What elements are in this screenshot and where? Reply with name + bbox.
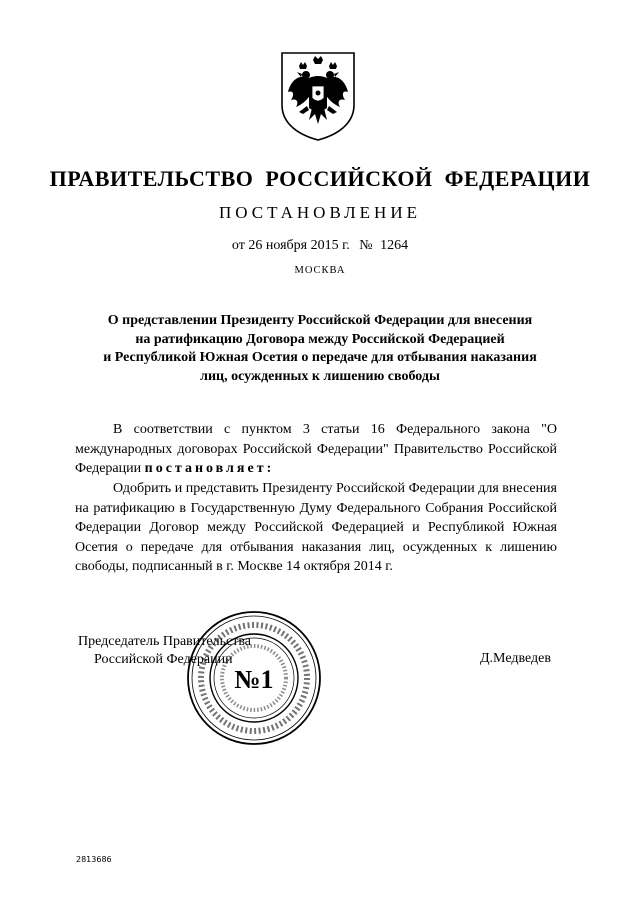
document-subject	[70, 312, 570, 386]
city: МОСКВА	[294, 265, 346, 276]
preamble-text: В соответствии с пунктом 3 статьи 16 Федерального закона "О международных договорах Российской Федерации" Правительство Российской Федерации	[75, 422, 557, 476]
signatory-name: Д.Медведев	[480, 651, 551, 666]
paragraph-preamble	[75, 420, 557, 479]
document-number: 1264	[380, 238, 409, 253]
official-seal-icon	[184, 608, 324, 748]
position-line: Председатель Правительства	[78, 634, 251, 649]
date-number-line	[0, 238, 640, 254]
number-label: №	[359, 238, 373, 253]
document-date: от 26 ноября 2015 г.	[231, 238, 350, 253]
document-type: ПОСТАНОВЛЕНИЕ	[218, 203, 421, 222]
subject-line: О представлении Президенту Российской Федерации для внесения	[107, 313, 533, 328]
paragraph-resolution: Одобрить и представить Президенту Российской Федерации для внесения на ратификацию в Государственную Думу Федерального Собрания Российской Федерации Договор между Российской Федерацией и Республикой Южная Осетия о передаче для отбывания наказания лиц, осужденных к лишению свободы, подписанный в г. Москве 14 октября 2014 г.	[75, 481, 557, 574]
resolves-keyword: постановляет:	[144, 461, 275, 476]
document-code: 2813686	[76, 855, 112, 864]
government-title: ПРАВИТЕЛЬСТВО РОССИЙСКОЙ ФЕДЕРАЦИИ	[49, 166, 591, 191]
subject-line: и Республикой Южная Осетия о передаче для отбывания наказания	[103, 350, 537, 365]
coat-of-arms-emblem-icon	[279, 50, 357, 142]
seal-number: №1	[234, 665, 274, 694]
subject-line: на ратификацию Договора между Российской Федерацией	[135, 331, 505, 347]
subject-line: лиц, осужденных к лишению свободы	[200, 368, 440, 384]
position-line: Российской Федерации	[94, 652, 233, 667]
